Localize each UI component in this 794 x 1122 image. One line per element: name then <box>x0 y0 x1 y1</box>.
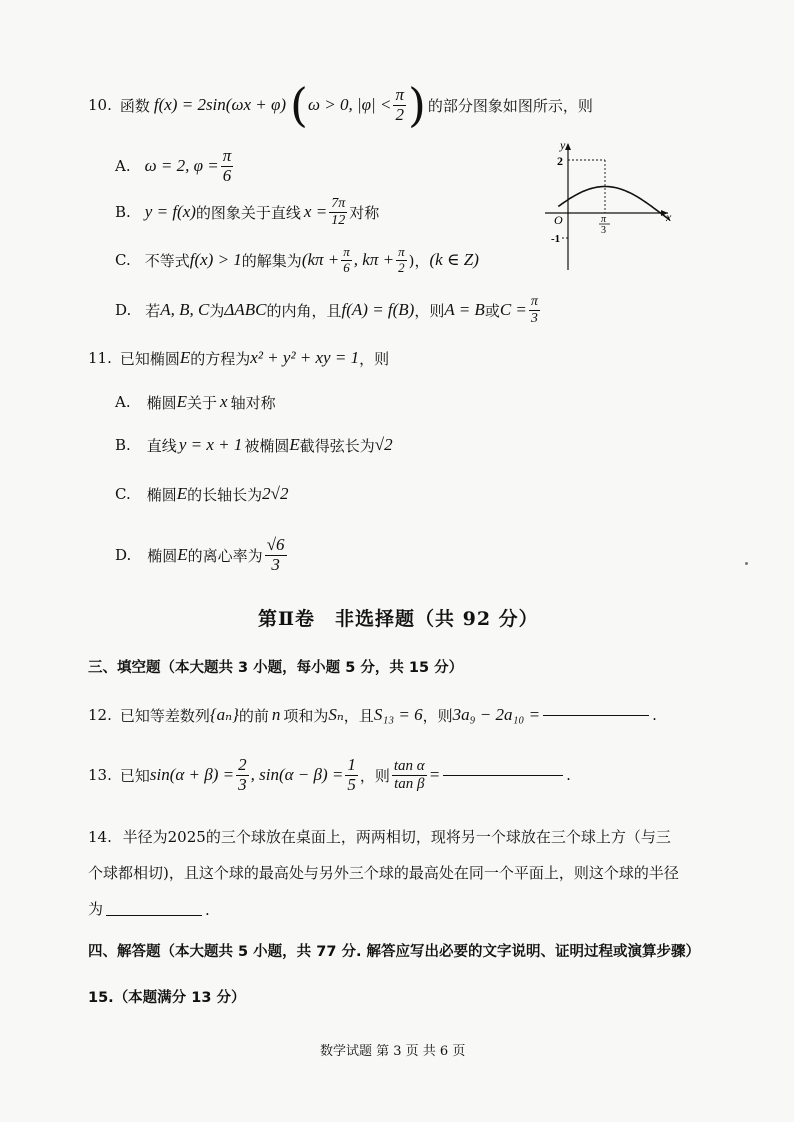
q11-option-b-p3: 截得弦长为 <box>299 436 375 455</box>
q10-option-d-triangle: ΔABC <box>224 300 267 319</box>
q13-frac3-num: tan α <box>393 758 425 774</box>
q15 <box>88 986 245 1007</box>
q10-cond-fraction <box>393 86 406 124</box>
q12 <box>88 700 657 730</box>
q10-option-a-label: A. <box>115 157 131 175</box>
q15-number: 15. <box>88 990 114 1006</box>
q11-option-b-line: y = x + 1 <box>178 435 243 454</box>
q11-option-d-fraction <box>265 536 287 574</box>
q10-option-c-frac2-den: 2 <box>398 259 405 275</box>
q10-option-b-label: B. <box>115 203 131 221</box>
q10-option-c-label: C. <box>115 251 131 269</box>
q13-equals: = <box>428 765 441 784</box>
q11-stem-prefix: 已知椭圆 <box>119 349 180 368</box>
section-2-title: 第Ⅱ卷 非选择题（共 92 分） <box>258 608 539 630</box>
q10-stem-prefix: 函数 <box>119 96 150 115</box>
q11-number: 11. <box>88 349 112 367</box>
q11-option-c-value: 2√2 <box>262 484 289 503</box>
q11-stem-mid: 的方程为 <box>190 349 251 368</box>
q12-sequence: {aₙ} <box>209 705 239 724</box>
q13-frac2-den: 5 <box>347 774 356 794</box>
q14-line1 <box>88 826 671 847</box>
q11-option-d <box>115 530 289 580</box>
q10-option-d-frac-num: π <box>530 294 538 310</box>
q10-option-b-frac-den: 12 <box>331 212 346 228</box>
q10-condition: ω > 0, |φ| < <box>307 95 392 114</box>
q10-option-a-frac-den: 6 <box>222 165 232 185</box>
q10-option-c-fraction2 <box>396 245 407 275</box>
q10-option-b <box>115 192 379 232</box>
q12-p4: ，且 <box>343 706 374 725</box>
part3-heading: 三、填空题（本大题共 3 小题，每小题 5 分，共 15 分） <box>88 660 464 676</box>
q10-option-c-fraction1 <box>341 245 352 275</box>
graph-y-label: y <box>560 138 566 152</box>
graph-sine-curve <box>558 187 669 220</box>
q12-p3: 项和为 <box>283 706 329 725</box>
q10-cond-frac-num: π <box>395 84 404 104</box>
q10-left-paren: ( <box>290 78 308 132</box>
q11-option-d-p1: 椭圆 <box>147 546 178 565</box>
q13-expr2: , sin(α − β) = <box>250 765 344 784</box>
q13-frac1-num: 2 <box>238 754 247 774</box>
q10-option-c-close: )， <box>408 251 430 270</box>
q11-option-a-p3: 轴对称 <box>230 393 276 412</box>
q10-option-d-res: A = B <box>444 300 485 319</box>
q10-option-c <box>115 240 479 280</box>
q10-option-c-expr: f(x) > 1 <box>189 250 242 269</box>
q13-frac3-den: tan β <box>394 775 425 792</box>
graph-xtick-den: 3 <box>601 225 606 236</box>
q12-expression: 3a₉ − 2a₁₀ = <box>452 705 541 724</box>
q10-option-d-or: 或 <box>484 301 500 320</box>
q10-option-c-sep: , kπ + <box>353 250 395 269</box>
q11-option-c-e: E <box>176 484 188 503</box>
q14-line2: 个球都相切)，且这个球的最高处与另外三个球的最高处在同一个平面上，则这个球的半径 <box>88 864 679 882</box>
q10-option-a-fraction <box>221 147 234 185</box>
q10-option-c-frac2-num: π <box>398 244 405 260</box>
q10-option-c-frac1-num: π <box>343 244 350 260</box>
q13-p1: 已知 <box>119 766 150 785</box>
q11-option-b <box>115 429 393 461</box>
q11-option-b-p1: 直线 <box>146 436 177 455</box>
q10-function: f(x) = 2sin(ωx + φ) <box>153 95 287 114</box>
q13 <box>88 750 571 800</box>
q11-option-c-p1: 椭圆 <box>146 485 177 504</box>
q13-fraction2 <box>345 756 358 794</box>
q11-option-b-p2: 被椭圆 <box>244 436 290 455</box>
q10-option-b-func: y = f(x) <box>144 202 196 221</box>
scan-speck <box>745 562 748 565</box>
q12-number: 12. <box>88 706 112 724</box>
q10-option-a-expr: ω = 2, φ = <box>144 156 219 175</box>
q11-option-a-e: E <box>176 392 188 411</box>
q11-option-d-label: D. <box>115 546 132 564</box>
q10-option-d-pre: 若 <box>145 301 161 320</box>
q10-option-b-frac-num: 7π <box>331 196 346 212</box>
graph-xtick-num: π <box>601 214 607 225</box>
q15-text: （本题满分 13 分） <box>113 990 246 1006</box>
q10-option-d <box>115 290 542 330</box>
q10-number: 10. <box>88 96 112 114</box>
q10-option-d-fraction <box>529 294 540 326</box>
q10-cond-frac-den: 2 <box>395 104 404 124</box>
q10-option-b-mid: 的图象关于直线 <box>195 203 301 222</box>
q14-line3 <box>88 898 210 919</box>
q11-option-a-x: x <box>220 392 228 411</box>
q10-option-d-eq: f(A) = f(B) <box>341 300 415 319</box>
q10-option-c-frac1-den: 6 <box>343 259 350 275</box>
q11-option-b-value: √2 <box>374 435 393 454</box>
q10-stem-suffix: 的部分图象如图所示，则 <box>427 96 593 115</box>
q10-option-d-abc: A, B, C <box>160 300 210 319</box>
q10-option-a-frac-num: π <box>222 145 232 165</box>
q13-frac1-den: 3 <box>238 774 247 794</box>
q10-option-c-pre: 不等式 <box>144 251 190 270</box>
q13-fraction1 <box>236 756 249 794</box>
q11-equation: x² + y² + xy = 1 <box>250 348 360 367</box>
q10-option-d-frac-den: 3 <box>530 310 538 326</box>
graph-ymin-label: -1 <box>551 233 561 245</box>
q12-answer-blank[interactable] <box>543 714 649 716</box>
q10-option-b-x: x = <box>303 202 328 221</box>
q11-option-d-p2: 的离心率为 <box>187 546 263 565</box>
q10-option-d-mid3: ，则 <box>414 301 445 320</box>
q14-end: . <box>205 901 210 919</box>
graph-ymax-label: 2 <box>557 154 563 168</box>
q11-option-d-e: E <box>177 545 188 564</box>
q11-ellipse-name: E <box>179 348 191 367</box>
q11-option-d-frac-den: 3 <box>271 554 280 574</box>
q10-option-c-mid: 的解集为 <box>241 251 302 270</box>
q10-option-b-fraction <box>329 196 347 228</box>
q12-p2: 的前 <box>238 706 269 725</box>
q13-expr1: sin(α + β) = <box>149 765 235 784</box>
q11-stem <box>88 343 389 373</box>
q12-n: n <box>271 705 281 724</box>
part4-heading: 四、解答题（本大题共 5 小题，共 77 分. 解答应写出必要的文字说明、证明过程或演算步骤） <box>88 944 701 960</box>
q10-option-b-post: 对称 <box>349 203 380 222</box>
q13-answer-blank[interactable] <box>443 774 563 776</box>
q10-sine-graph <box>540 138 680 273</box>
q11-option-a-p1: 椭圆 <box>146 393 177 412</box>
q13-fraction3 <box>392 758 427 792</box>
q10-option-d-label: D. <box>115 301 132 319</box>
q11-option-a <box>115 388 276 416</box>
q11-option-c-label: C. <box>115 485 131 503</box>
q14-answer-blank[interactable] <box>106 914 202 916</box>
q11-option-c <box>115 478 288 510</box>
q10-right-paren: ) <box>407 78 426 132</box>
q10-option-c-set: (kπ + <box>301 250 340 269</box>
q10-option-d-mid1: 为 <box>209 301 225 320</box>
q10-stem <box>88 78 593 132</box>
graph-x-label: x <box>666 210 672 224</box>
graph-y-arrow <box>565 143 571 150</box>
q10-option-a <box>115 146 235 186</box>
q11-option-c-p2: 的长轴长为 <box>187 485 263 504</box>
q10-option-d-mid2: 的内角，且 <box>266 301 342 320</box>
q11-option-b-label: B. <box>115 436 131 454</box>
graph-origin-label: O <box>554 213 563 227</box>
q11-option-a-label: A. <box>115 393 131 411</box>
q11-option-b-e: E <box>289 435 300 454</box>
q13-end: . <box>566 766 571 784</box>
q12-sum: Sₙ <box>328 705 344 724</box>
q11-option-d-frac-num: √6 <box>266 534 285 554</box>
q13-p2: ，则 <box>359 766 390 785</box>
q12-p5: ，则 <box>422 706 453 725</box>
q11-stem-suffix: ，则 <box>359 349 390 368</box>
q12-condition: S₁₃ = 6 <box>373 705 423 724</box>
q12-p1: 已知等差数列 <box>119 706 210 725</box>
q14-line1-text: 半径为2025的三个球放在桌面上，两两相切，现将另一个球放在三个球上方（与三 <box>122 828 671 846</box>
q10-option-c-k: (k ∈ Z) <box>429 250 479 269</box>
q12-end: . <box>652 706 657 724</box>
q14-line3-pre: 为 <box>88 900 104 918</box>
q11-option-a-p2: 关于 <box>187 393 218 412</box>
q14-number: 14. <box>88 828 112 846</box>
q13-number: 13. <box>88 766 112 784</box>
q10-option-d-res2: C = <box>499 300 527 319</box>
q13-frac2-num: 1 <box>347 754 356 774</box>
page-footer: 数学试题 第 3 页 共 6 页 <box>320 1044 466 1059</box>
